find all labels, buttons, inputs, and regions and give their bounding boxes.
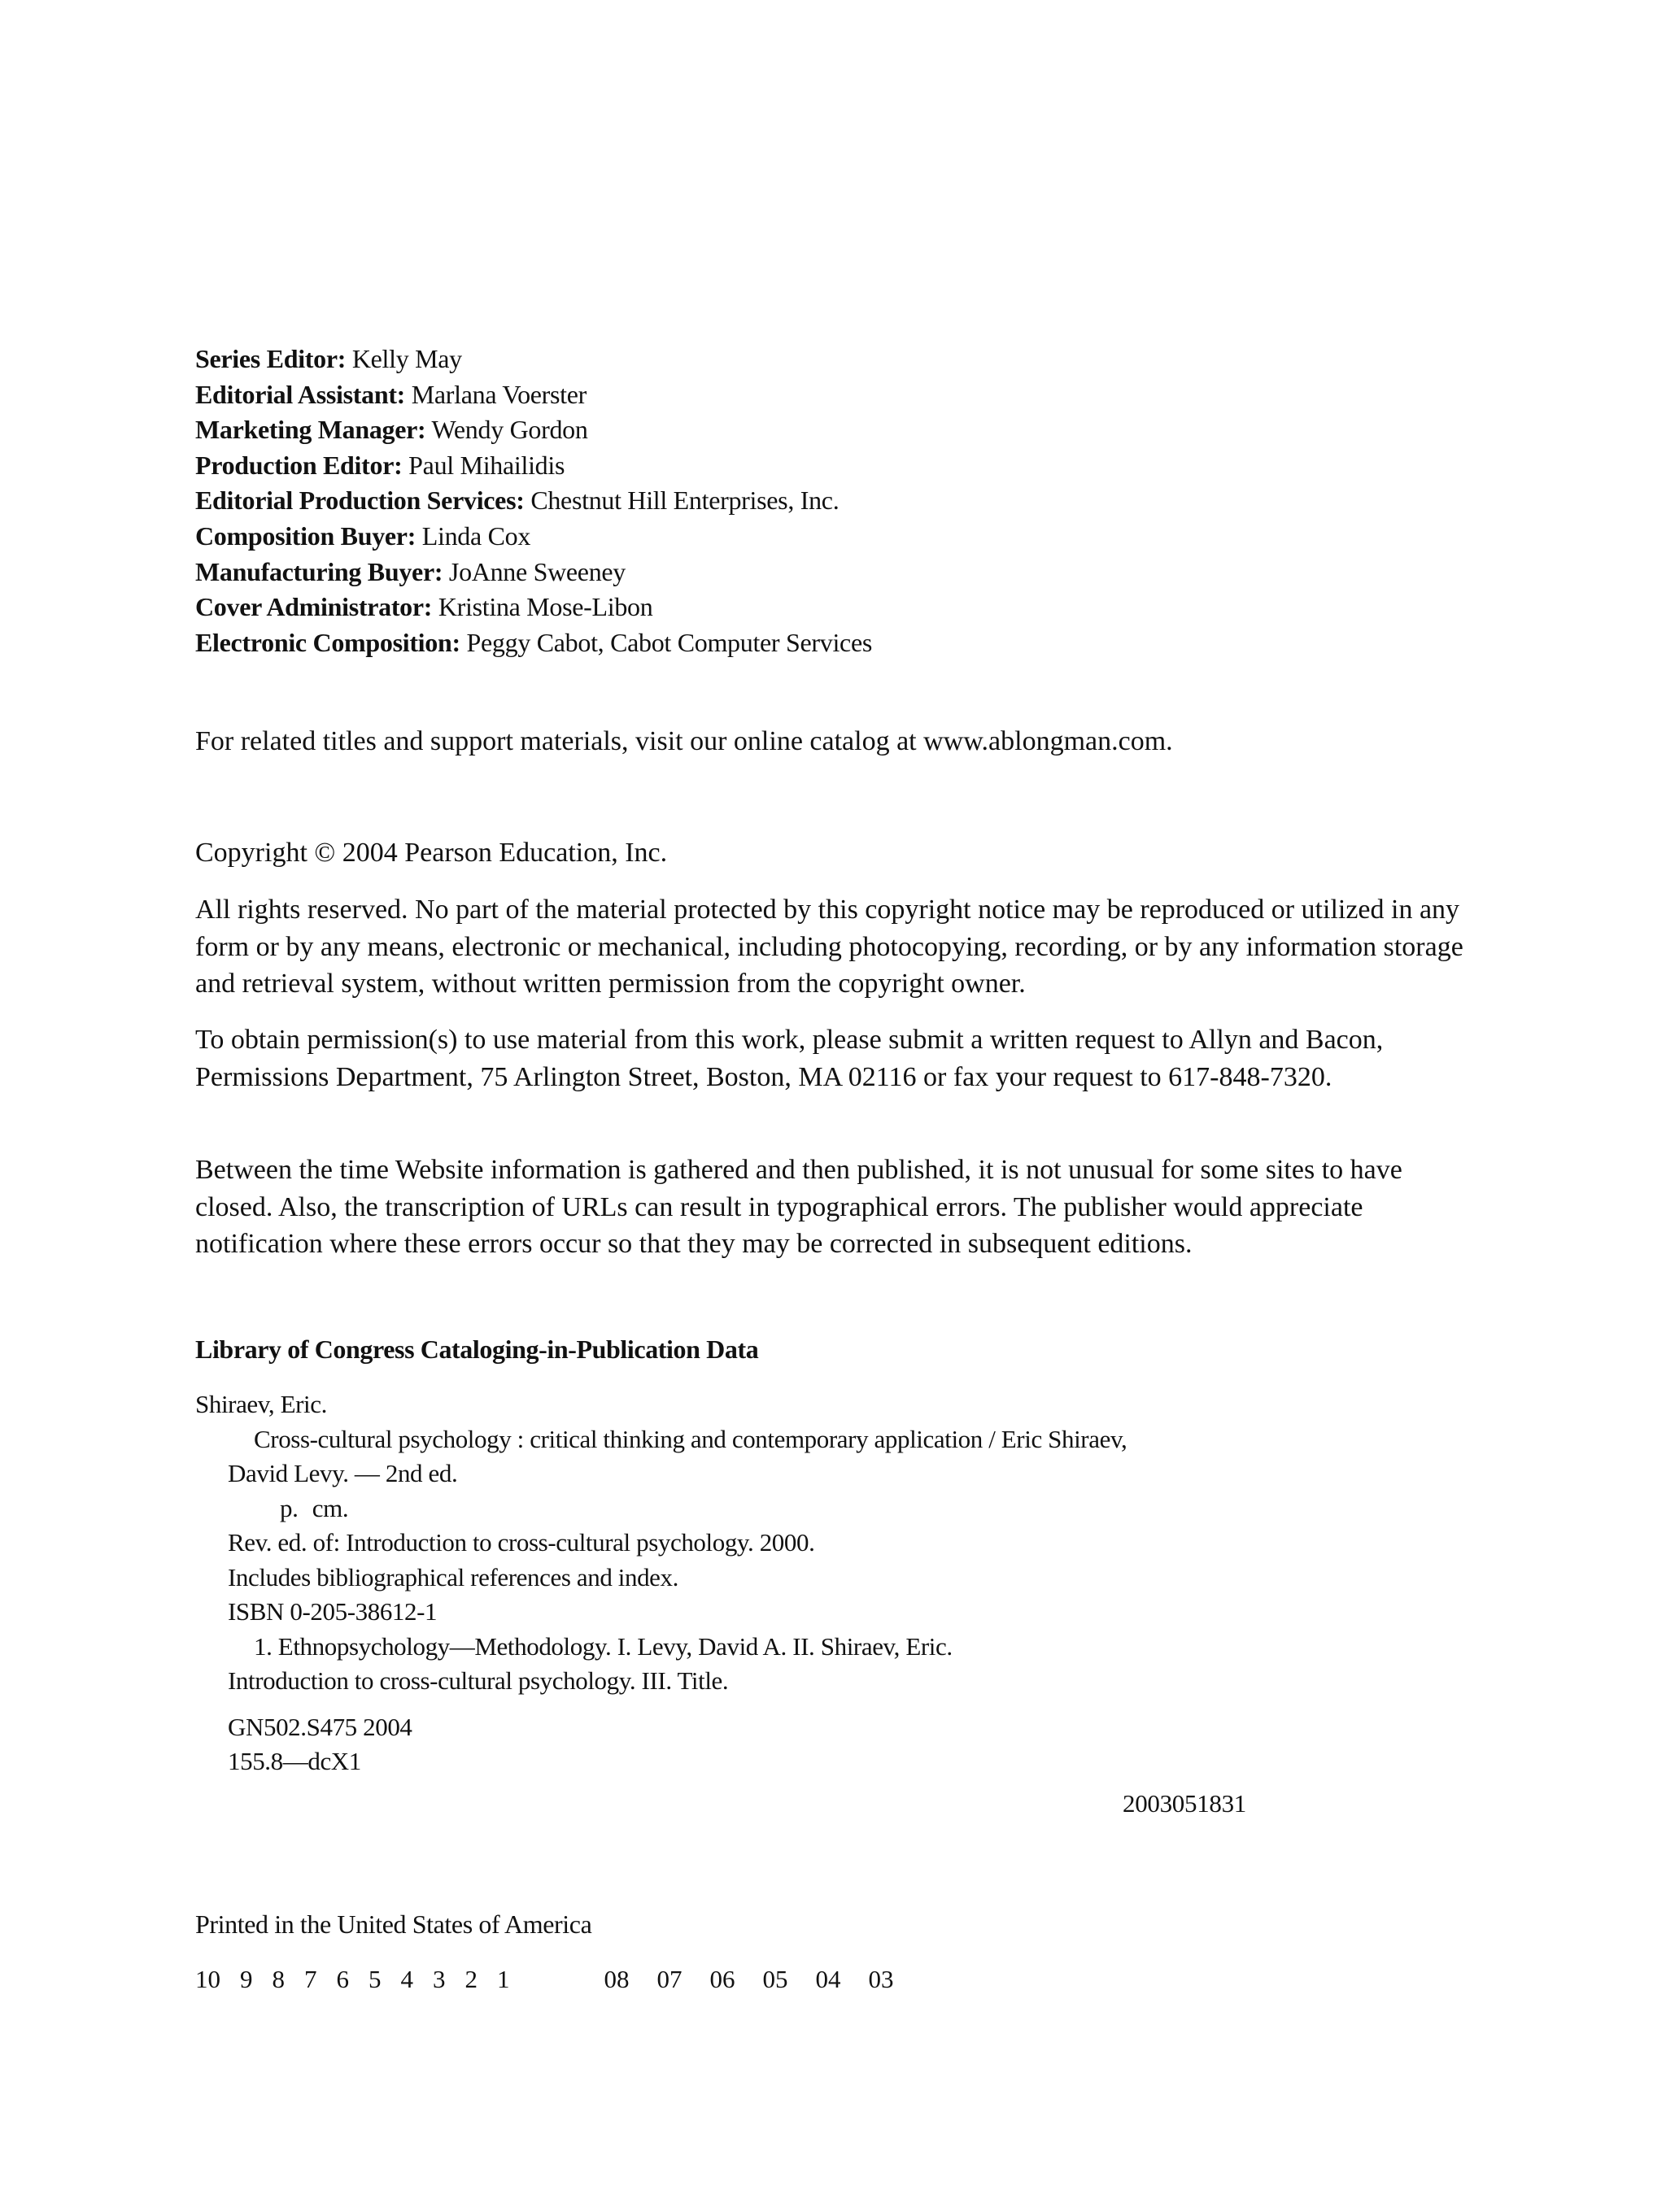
printing-number: 5 (369, 1965, 382, 1993)
credit-composition-buyer (195, 519, 872, 555)
credit-label: Marketing Manager: (195, 415, 426, 445)
printing-year: 04 (815, 1965, 841, 1993)
credits-block (195, 342, 872, 660)
cip-dewey: 155.8—dcX1 (228, 1747, 361, 1775)
cip-subjects-line-2: Introduction to cross-cultural psychology. III. Title. (228, 1666, 729, 1695)
printing-number: 4 (400, 1965, 413, 1993)
cip-note-rev: Rev. ed. of: Introduction to cross-cultural psychology. 2000. (228, 1528, 815, 1557)
printing-number: 6 (336, 1965, 349, 1993)
credit-label: Composition Buyer: (195, 520, 416, 551)
printing-number: 8 (272, 1965, 285, 1993)
credit-editorial-production-services (195, 483, 872, 519)
credit-label: Editorial Production Services: (195, 486, 525, 516)
cip-subjects-line-1: 1. Ethnopsychology—Methodology. I. Levy, David A. II. Shiraev, Eric. (254, 1631, 953, 1661)
printing-number: 3 (433, 1965, 446, 1993)
catalog-note: For related titles and support materials, visit our online catalog at www.ablongman.com. (195, 726, 1173, 756)
printing-number: 2 (464, 1965, 478, 1993)
credit-label: Production Editor: (195, 450, 403, 480)
cip-title-line-1: Cross-cultural psychology : critical thinking and contemporary application / Eric Shiraev, (254, 1424, 1127, 1453)
credit-label: Cover Administrator: (195, 592, 433, 622)
credit-electronic-composition (195, 625, 872, 661)
credit-manufacturing-buyer (195, 555, 872, 590)
cip-isbn: ISBN 0-205-38612-1 (228, 1597, 438, 1626)
printing-number: 1 (497, 1965, 510, 1993)
printing-year: 05 (762, 1965, 788, 1993)
printing-number: 9 (240, 1965, 253, 1993)
credit-label: Series Editor: (195, 344, 347, 373)
credit-marketing-manager (195, 412, 872, 448)
credit-value: Peggy Cabot, Cabot Computer Services (466, 627, 872, 657)
cip-title-line-2: David Levy. — 2nd ed. (228, 1459, 458, 1487)
credit-production-editor (195, 448, 872, 484)
credit-value: Marlana Voerster (411, 379, 587, 409)
credit-value: Paul Mihailidis (408, 450, 565, 480)
credit-value: JoAnne Sweeney (448, 556, 626, 586)
printing-year: 07 (656, 1965, 683, 1993)
printing-number: 7 (304, 1965, 317, 1993)
printing-line (195, 1965, 922, 1994)
printing-number: 10 (195, 1965, 220, 1993)
cip-author: Shiraev, Eric. (195, 1390, 327, 1418)
credit-label: Editorial Assistant: (195, 379, 406, 409)
permission-request: To obtain permission(s) to use material from this work, please submit a written request to Allyn and Bacon, Permissions Department, 75 Arlington Street, Boston, MA 02116 or fax your request to 617-848-7320. (195, 1025, 1384, 1092)
cip-lccn: 2003051831 (1123, 1789, 1247, 1818)
printing-year: 03 (868, 1965, 894, 1993)
website-disclaimer: Between the time Website information is gathered and then published, it is not unusual for some sites to have closed. Also, the transcription of URLs can result in typographical errors. The publisher would appreciate notification where these errors occur so that they may be corrected in subsequent editions. (195, 1155, 1402, 1259)
cip-heading: Library of Congress Cataloging-in-Publication Data (195, 1335, 759, 1364)
credit-value: Chestnut Hill Enterprises, Inc. (530, 486, 840, 516)
cip-record (195, 1387, 1334, 1779)
printed-in: Printed in the United States of America (195, 1909, 592, 1939)
credit-value: Kelly May (351, 344, 462, 373)
printing-year: 06 (709, 1965, 735, 1993)
credit-value: Kristina Mose-Libon (438, 592, 653, 622)
cip-note-bib: Includes bibliographical references and index. (228, 1562, 678, 1592)
credit-label: Manufacturing Buyer: (195, 556, 443, 586)
credit-series-editor (195, 342, 872, 377)
cip-call-number: GN502.S475 2004 (228, 1712, 412, 1741)
credit-cover-administrator (195, 590, 872, 625)
printing-year: 08 (604, 1965, 630, 1993)
copyright-notice: Copyright © 2004 Pearson Education, Inc. (195, 838, 668, 868)
cip-physical: p. cm. (280, 1493, 349, 1522)
credit-value: Wendy Gordon (431, 415, 588, 445)
credit-value: Linda Cox (421, 520, 531, 551)
credit-editorial-assistant (195, 377, 872, 413)
rights-reserved: All rights reserved. No part of the material protected by this copyright notice may be reproduced or utilized in any form or by any means, electronic or mechanical, including photocopying, recording, or by any information storage and retrieval system, without written permission from the copyright owner. (195, 895, 1463, 999)
credit-label: Electronic Composition: (195, 627, 460, 657)
